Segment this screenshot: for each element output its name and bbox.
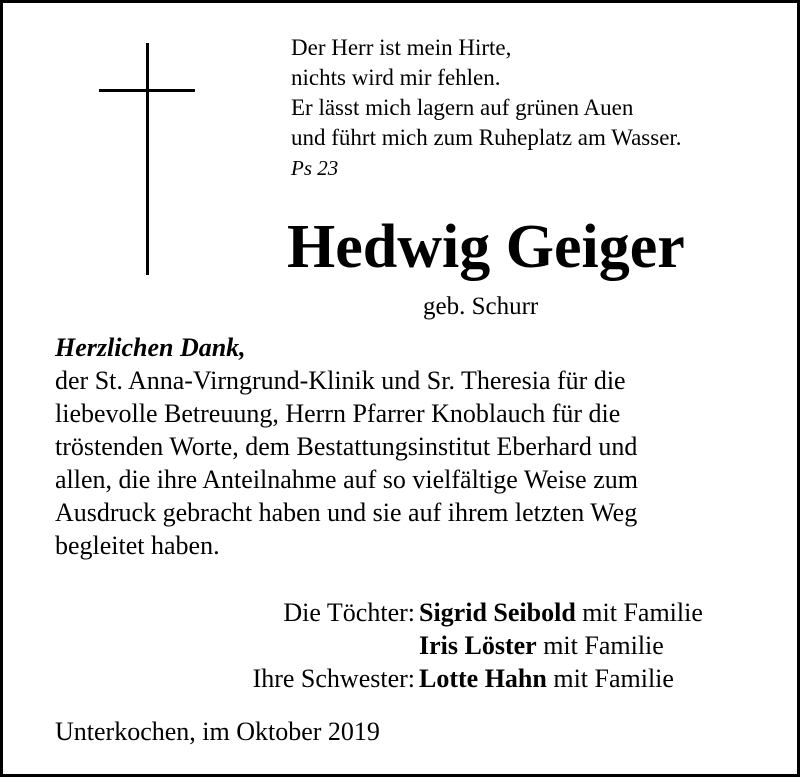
- thanks-line: Ausdruck gebracht haben und sie auf ihrem letzten Weg: [55, 498, 638, 527]
- thanks-line: liebevolle Betreuung, Herrn Pfarrer Knoblauch für die: [55, 399, 621, 428]
- family-member-name: Sigrid Seibold: [419, 598, 576, 627]
- family-member-name: Lotte Hahn: [419, 664, 547, 693]
- deceased-name: Hedwig Geiger: [287, 213, 685, 281]
- thanks-line: der St. Anna-Virngrund-Klinik und Sr. Theresia für die: [55, 366, 626, 395]
- thanks-line: begleitet haben.: [55, 531, 220, 560]
- psalm-quote: [291, 33, 682, 183]
- thanks-line: tröstenden Worte, dem Bestattungsinstitut Eberhard und: [55, 432, 638, 461]
- thanks-heading: Herzlichen Dank,: [55, 333, 246, 362]
- place-and-date: Unterkochen, im Oktober 2019: [55, 717, 380, 746]
- family-relation: Ihre Schwester:: [252, 664, 415, 693]
- psalm-line: Er lässt mich lagern auf grünen Auen: [291, 95, 634, 120]
- cross-vertical-bar: [146, 43, 149, 275]
- family-suffix: mit Familie: [553, 664, 674, 693]
- thanks-line: allen, die ihre Anteilnahme auf so vielfältige Weise zum: [55, 465, 638, 494]
- family-member-name: Iris Löster: [419, 631, 537, 660]
- family-suffix: mit Familie: [582, 598, 703, 627]
- thanks-text: [55, 331, 775, 562]
- psalm-line: und führt mich zum Ruheplatz am Wasser.: [291, 125, 682, 150]
- family-suffix: mit Familie: [543, 631, 664, 660]
- psalm-line: Der Herr ist mein Hirte,: [291, 35, 512, 60]
- psalm-reference: Ps 23: [291, 156, 339, 180]
- family-relation: Die Töchter:: [283, 598, 415, 627]
- maiden-name: geb. Schurr: [423, 293, 539, 320]
- cross-horizontal-bar: [99, 89, 195, 92]
- psalm-line: nichts wird mir fehlen.: [291, 65, 501, 90]
